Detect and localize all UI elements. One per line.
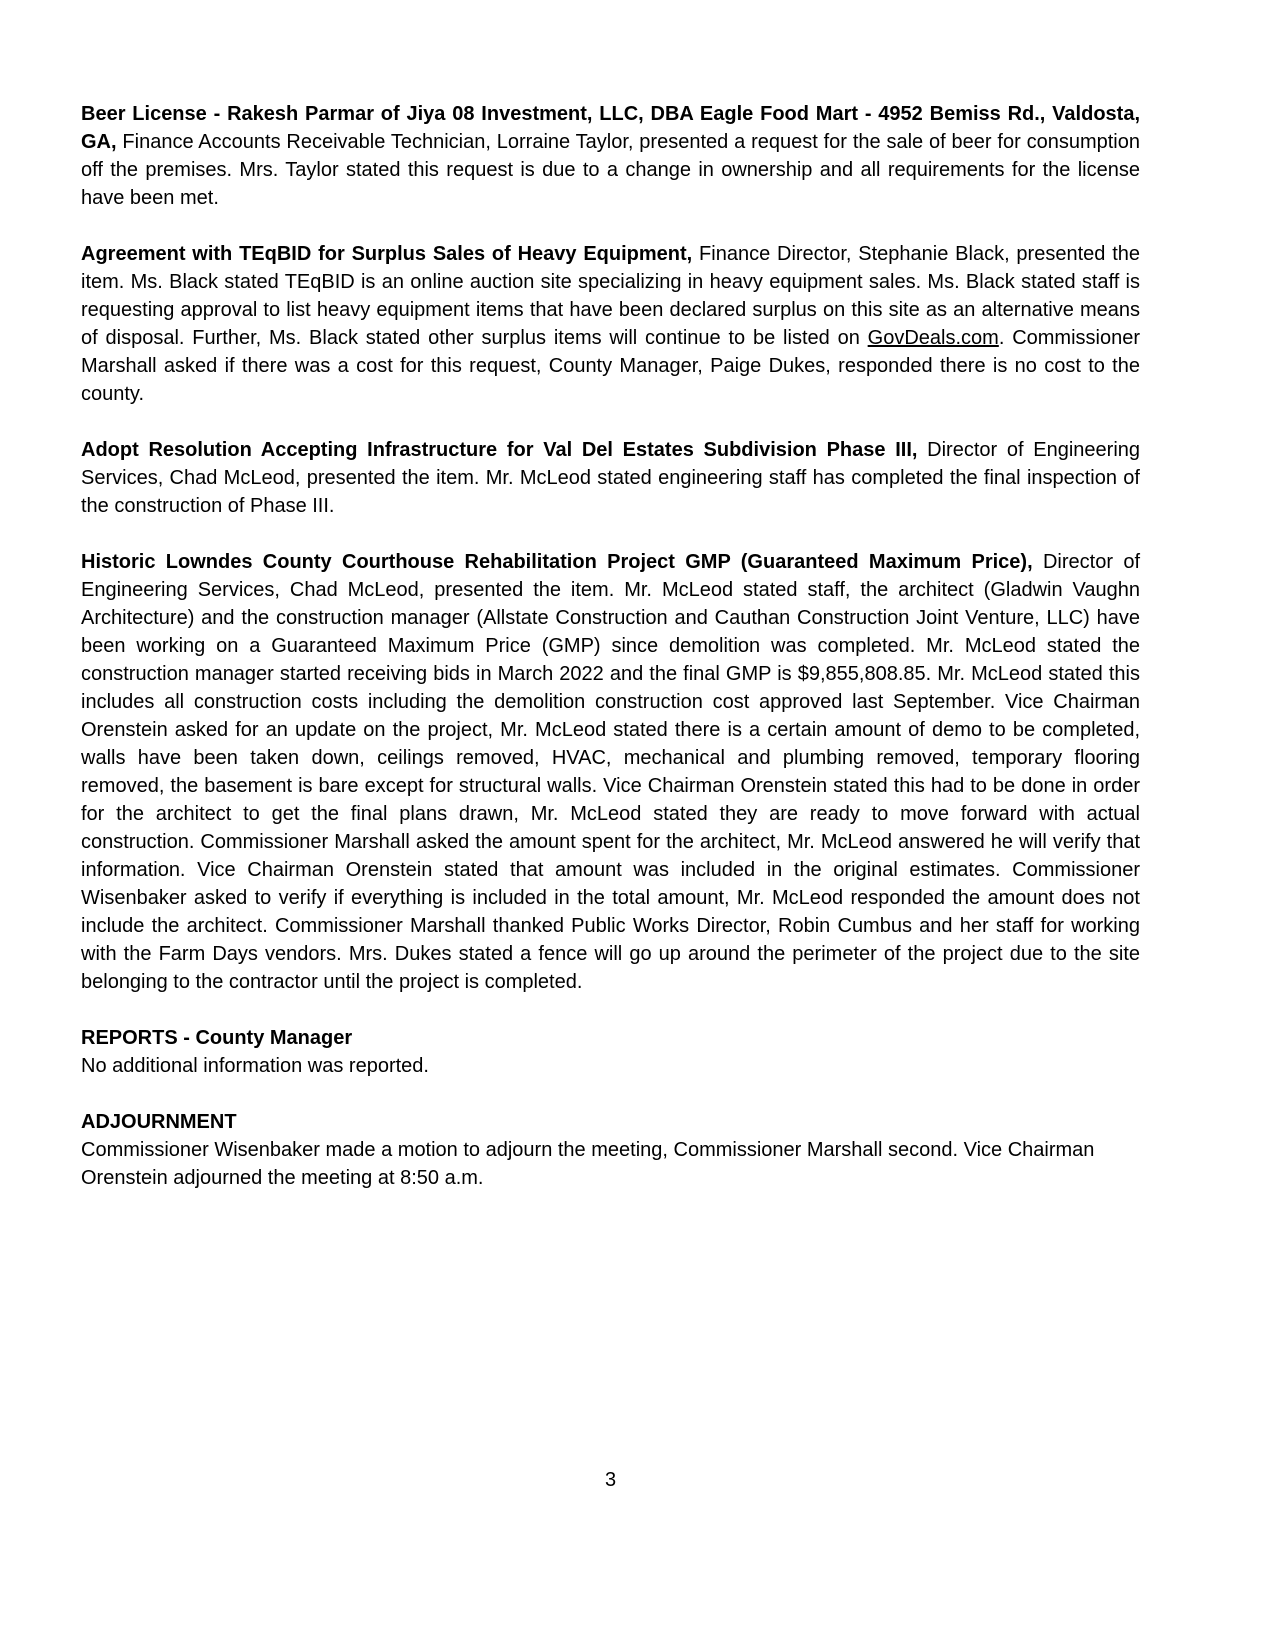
paragraph-teqbid-lead: Agreement with TEqBID for Surplus Sales of Heavy Equipment, [81, 243, 693, 265]
paragraph-teqbid-body-after-link: . Commissioner Marshall asked if there was a cost for this request, County Manager, Paige Dukes, responded there is no cost to the county. [81, 327, 1140, 405]
section-reports [81, 1024, 1140, 1080]
section-reports-body: No additional information was reported. [81, 1055, 429, 1077]
paragraph-beer-license [81, 100, 1140, 212]
section-adjournment-body: Commissioner Wisenbaker made a motion to adjourn the meeting, Commissioner Marshall second. Vice Chairman Orenstein adjourned the meeting at 8:50 a.m. [81, 1139, 1095, 1189]
paragraph-teqbid-body-before-link: Finance Director, Stephanie Black, presented the item. Ms. Black stated TEqBID is an online auction site specializing in heavy equipment sales. Ms. Black stated staff is requesting approval to list heavy equipment items that have been declared surplus on this site as an alternative means of disposal. Further, Ms. Black stated other surplus items will continue to be listed on [81, 243, 1140, 349]
govdeals-link[interactable]: GovDeals.com [867, 327, 999, 349]
minutes-content [81, 100, 1140, 1220]
paragraph-courthouse-gmp-body: Director of Engineering Services, Chad McLeod, presented the item. Mr. McLeod stated staff, the architect (Gladwin Vaughn Architecture) and the construction manager (Allstate Construction and Cauthan Construction Joint Venture, LLC) have been working on a Guaranteed Maximum Price (GMP) since demolition was completed. Mr. McLeod stated the construction manager started receiving bids in March 2022 and the final GMP is $9,855,808.85. Mr. McLeod stated this includes all construction costs including the demolition construction cost approved last September. Vice Chairman Orenstein asked for an update on the project, Mr. McLeod stated there is a certain amount of demo to be completed, walls have been taken down, ceilings removed, HVAC, mechanical and plumbing removed, temporary flooring removed, the basement is bare except for structural walls. Vice Chairman Orenstein stated this had to be done in order for the architect to get the final plans drawn, Mr. McLeod stated they are ready to move forward with actual construction. Commissioner Marshall asked the amount spent for the architect, Mr. McLeod answered he will verify that information. Vice Chairman Orenstein stated that amount was included in the original estimates. Commissioner Wisenbaker asked to verify if everything is included in the total amount, Mr. McLeod responded the amount does not include the architect. Commissioner Marshall thanked Public Works Director, Robin Cumbus and her staff for working with the Farm Days vendors. Mrs. Dukes stated a fence will go up around the perimeter of the project due to the site belonging to the contractor until the project is completed. [81, 551, 1140, 993]
paragraph-beer-license-body: Finance Accounts Receivable Technician, Lorraine Taylor, presented a request for the sale of beer for consumption off the premises. Mrs. Taylor stated this request is due to a change in ownership and all requirements for the license have been met. [81, 131, 1140, 209]
paragraph-courthouse-gmp-lead: Historic Lowndes County Courthouse Rehabilitation Project GMP (Guaranteed Maximum Price), [81, 551, 1033, 573]
paragraph-val-del-body: Director of Engineering Services, Chad McLeod, presented the item. Mr. McLeod stated engineering staff has completed the final inspection of the construction of Phase III. [81, 439, 1141, 517]
paragraph-val-del-lead: Adopt Resolution Accepting Infrastructure for Val Del Estates Subdivision Phase III, [81, 439, 918, 461]
page-number: 3 [604, 1469, 617, 1491]
section-adjournment-heading [81, 1108, 1140, 1136]
section-adjournment-heading-text: ADJOURNMENT [81, 1111, 237, 1133]
section-adjournment [81, 1108, 1140, 1192]
section-reports-heading-text: REPORTS - County Manager [81, 1027, 353, 1049]
paragraph-courthouse-gmp [81, 548, 1140, 996]
paragraph-teqbid-agreement [81, 240, 1140, 408]
paragraph-beer-license-lead: Beer License - Rakesh Parmar of Jiya 08 Investment, LLC, DBA Eagle Food Mart - 4952 Bemiss Rd., Valdosta, GA, [81, 103, 1140, 153]
paragraph-val-del-resolution [81, 436, 1140, 520]
section-reports-heading [81, 1024, 1140, 1052]
